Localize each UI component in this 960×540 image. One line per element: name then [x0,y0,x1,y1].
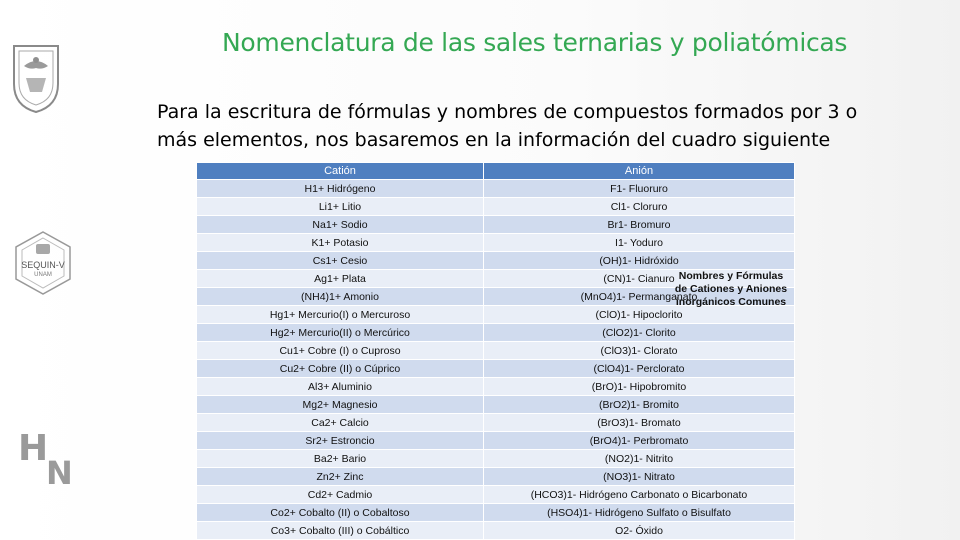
sequin-sublabel: UNAM [34,272,52,278]
table-row [197,324,795,342]
hn-letter-h: H [18,428,49,469]
anion-cell: F1- Fluoruro [484,180,795,198]
cation-cell: Ca2+ Calcio [197,414,484,432]
table-caption: Nombres y Fórmulas de Cationes y Aniones inorgánicos Comunes [674,270,788,308]
cation-cell: Cs1+ Cesio [197,252,484,270]
table-row [197,450,795,468]
cation-cell: Sr2+ Estroncio [197,432,484,450]
anion-cell: (HSO4)1- Hidrógeno Sulfato o Bisulfato [484,504,795,522]
cation-cell: Mg2+ Magnesio [197,396,484,414]
anion-cell: I1- Yoduro [484,234,795,252]
cation-cell: Na1+ Sodio [197,216,484,234]
cation-cell: Cd2+ Cadmio [197,486,484,504]
anion-cell: (NO3)1- Nitrato [484,468,795,486]
table-header-row [197,163,795,180]
cation-cell: Hg2+ Mercurio(II) o Mercúrico [197,324,484,342]
sequin-label: SEQUIN-V [21,260,65,270]
cation-cell: Li1+ Litio [197,198,484,216]
table-row [197,414,795,432]
sequin-logo [12,230,74,296]
anion-cell: O2- Óxido [484,522,795,540]
cation-cell: Cu1+ Cobre (I) o Cuproso [197,342,484,360]
cation-cell: Ag1+ Plata [197,270,484,288]
anion-cell: (BrO3)1- Bromato [484,414,795,432]
unam-crest-logo [8,40,64,116]
slide-title: Nomenclatura de las sales ternarias y poliatómicas [222,28,848,57]
table-row [197,378,795,396]
hn-letter-n: N [46,454,73,492]
table-row [197,342,795,360]
table-row [197,486,795,504]
anion-cell: (ClO4)1- Perclorato [484,360,795,378]
anion-cell: (ClO3)1- Clorato [484,342,795,360]
table-row [197,252,795,270]
cation-cell: K1+ Potasio [197,234,484,252]
hn-logo [16,428,82,492]
table-row [197,522,795,540]
table-row [197,468,795,486]
anion-cell: (MnO4)1- Permanganato [484,288,795,306]
intro-paragraph: Para la escritura de fórmulas y nombres de compuestos formados por 3 o más elementos, nos basaremos en la información del cuadro siguiente [157,101,858,151]
anion-cell: (NO2)1- Nitrito [484,450,795,468]
anion-cell: (CN)1- Cianuro [484,270,795,288]
header-anion: Anión [484,163,795,180]
anion-cell: (OH)1- Hidróxido [484,252,795,270]
anion-cell: (ClO2)1- Clorito [484,324,795,342]
cation-cell: (NH4)1+ Amonio [197,288,484,306]
anion-cell: (HCO3)1- Hidrógeno Carbonato o Bicarbonato [484,486,795,504]
table-row [197,432,795,450]
table-row [197,198,795,216]
cation-cell: Hg1+ Mercurio(I) o Mercuroso [197,306,484,324]
anion-cell: (BrO4)1- Perbromato [484,432,795,450]
anion-cell: (BrO2)1- Bromito [484,396,795,414]
cation-cell: Al3+ Aluminio [197,378,484,396]
table-row [197,504,795,522]
cation-cell: Cu2+ Cobre (II) o Cúprico [197,360,484,378]
table-row [197,396,795,414]
cation-cell: Zn2+ Zinc [197,468,484,486]
cation-cell: H1+ Hidrógeno [197,180,484,198]
cation-cell: Ba2+ Bario [197,450,484,468]
table-row [197,360,795,378]
cation-cell: Co3+ Cobalto (III) o Cobáltico [197,522,484,540]
header-cation: Catión [197,163,484,180]
cation-cell: Co2+ Cobalto (II) o Cobaltoso [197,504,484,522]
anion-cell: (ClO)1- Hipoclorito [484,306,795,324]
table-row [197,234,795,252]
anion-cell: Cl1- Cloruro [484,198,795,216]
ions-table-body [197,180,795,540]
table-row [197,180,795,198]
anion-cell: (BrO)1- Hipobromito [484,378,795,396]
anion-cell: Br1- Bromuro [484,216,795,234]
table-row [197,216,795,234]
ions-table [196,162,795,540]
